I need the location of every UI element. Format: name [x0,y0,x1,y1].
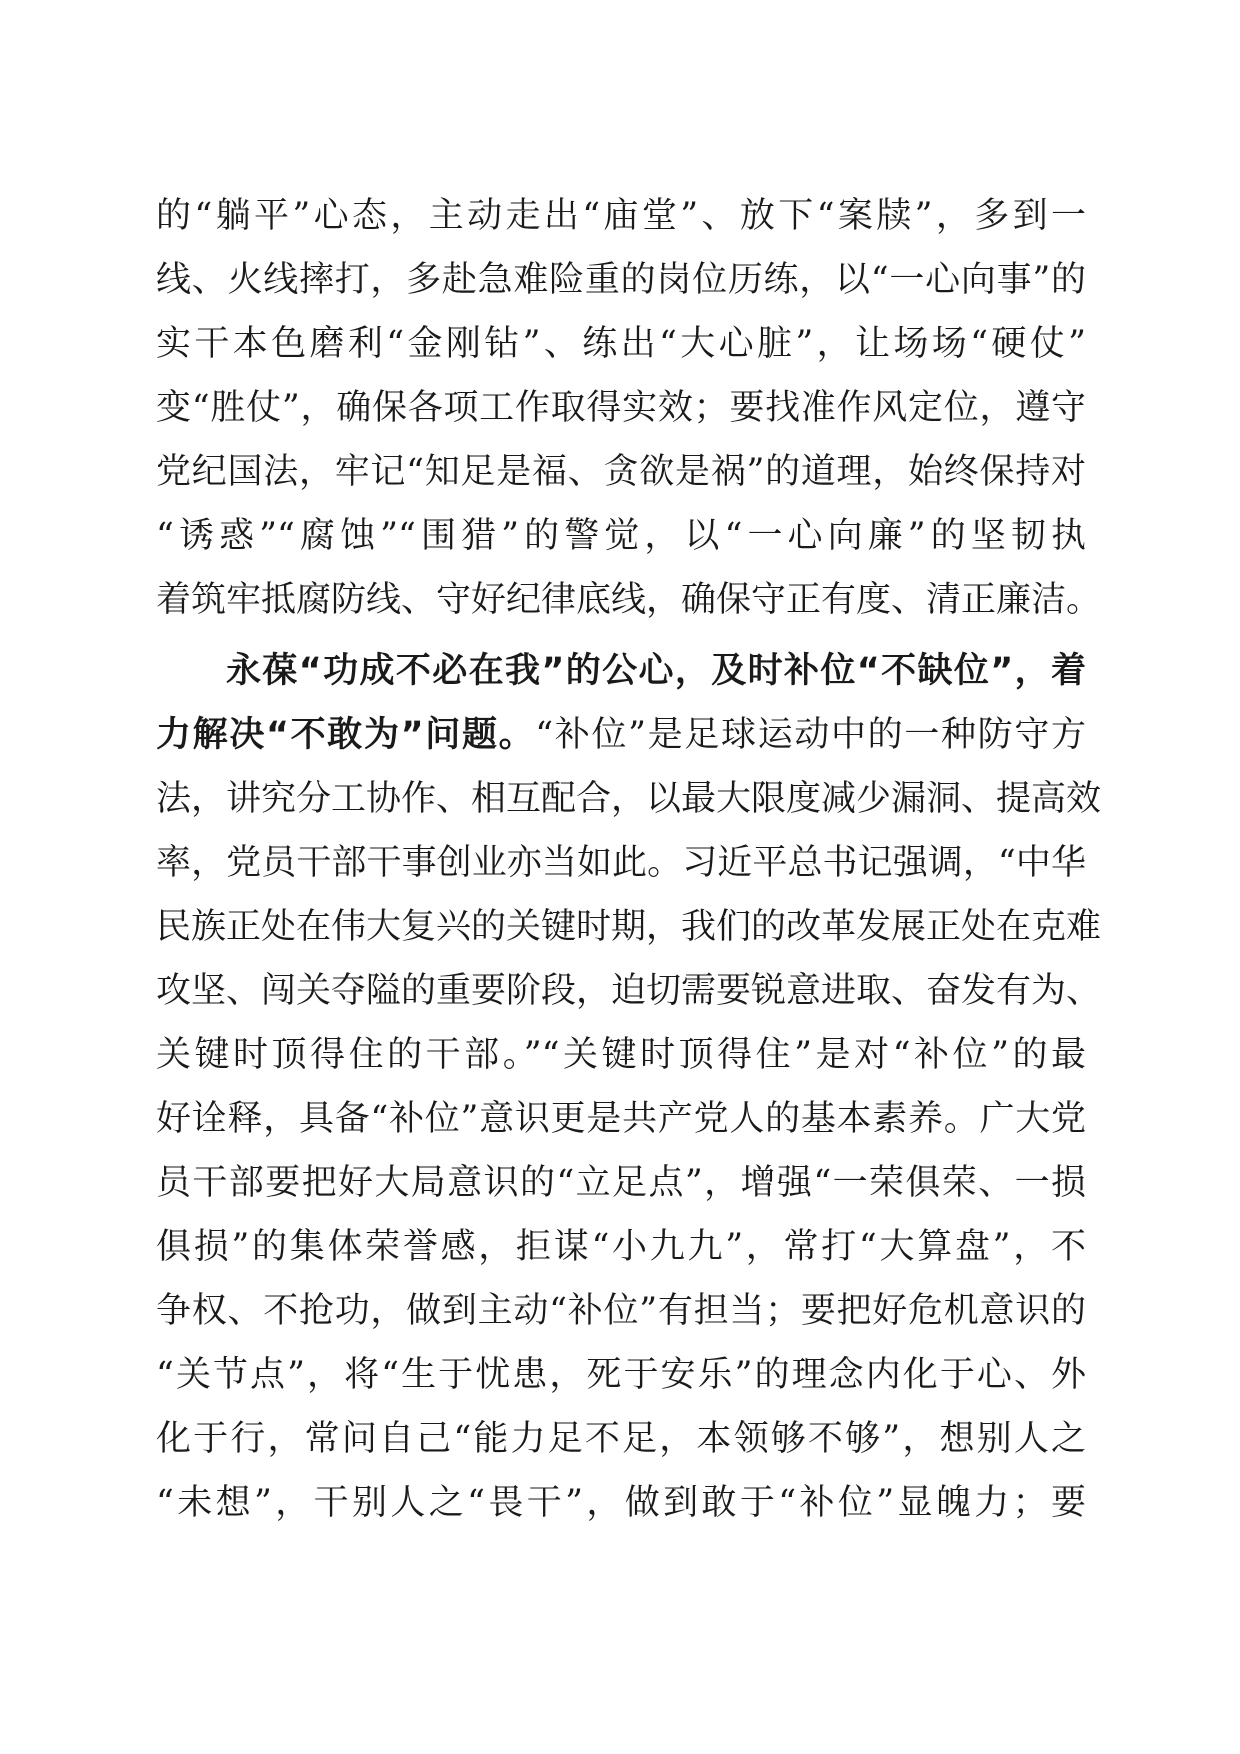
paragraph-heading: 永葆“功成不必在我”的公心，及时补位“不缺位”，着 [226,651,1086,691]
paragraph-2 [156,639,1102,1535]
paragraph-line: 化于行，常问自己“能力足不足，本领够不够”，想别人之 [156,1419,1086,1459]
paragraph-line: 争权、不抢功，做到主动“补位”有担当；要把好危机意识的 [156,1291,1086,1331]
paragraph-line: 实干本色磨利“金刚钻”、练出“大心脏”，让场场“硬仗” [156,324,1086,364]
paragraph-line: 民族正处在伟大复兴的关键时期，我们的改革发展正处在克难 [156,907,1102,947]
paragraph-line: 攻坚、闯关夺隘的重要阶段，迫切需要锐意进取、奋发有为、 [156,971,1102,1011]
paragraph-line: 好诠释，具备“补位”意识更是共产党人的基本素养。广大党 [156,1099,1086,1139]
paragraph-heading-line-2 [156,703,1086,767]
paragraph-line: 俱损”的集体荣誉感，拒谋“小九九”，常打“大算盘”，不 [156,1227,1086,1267]
paragraph-line: 着筑牢抵腐防线、守好纪律底线，确保守正有度、清正廉洁。 [156,580,1102,620]
paragraph-line: 变“胜仗”，确保各项工作取得实效；要找准作风定位，遵守 [156,388,1086,428]
paragraph-1 [156,184,1102,632]
paragraph-line: 法，讲究分工协作、相互配合，以最大限度减少漏洞、提高效 [156,779,1102,819]
paragraph-line: 率，党员干部干事创业亦当如此。习近平总书记强调，“中华 [156,843,1086,883]
paragraph-line: 关键时顶得住的干部。”“关键时顶得住”是对“补位”的最 [156,1035,1086,1075]
paragraph-line: 线、火线摔打，多赴急难险重的岗位历练，以“一心向事”的 [156,260,1086,300]
paragraph-line: 党纪国法，牢记“知足是福、贪欲是祸”的道理，始终保持对 [156,452,1086,492]
paragraph-line: “诱惑”“腐蚀”“围猎”的警觉，以“一心向廉”的坚韧执 [156,516,1086,556]
paragraph-line: 员干部要把好大局意识的“立足点”，增强“一荣俱荣、一损 [156,1163,1086,1203]
paragraph-line: “未想”，干别人之“畏干”，做到敢于“补位”显魄力；要 [156,1483,1086,1523]
paragraph-line: “关节点”，将“生于忧患，死于安乐”的理念内化于心、外 [156,1355,1086,1395]
paragraph-heading-tail: 力解决“不敢为”问题。 [156,715,536,755]
paragraph-line: 的“躺平”心态，主动走出“庙堂”、放下“案牍”，多到一 [156,196,1086,236]
paragraph-text: “补位”是足球运动中的一种防守方 [535,715,1086,755]
